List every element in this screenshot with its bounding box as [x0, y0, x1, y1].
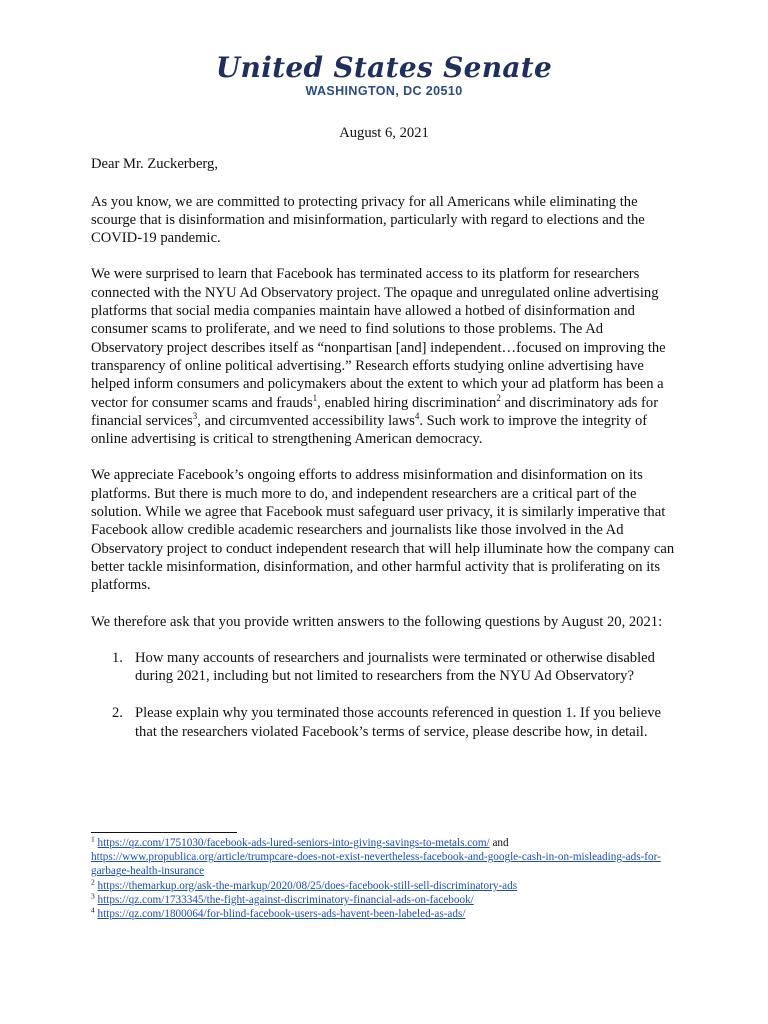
paragraph-appreciation: We appreciate Facebook’s ongoing efforts to address misinformation and disinformation on its platforms. But there is much more to do, and independent researchers are a critical part of the solution. While we agree that Facebook must safeguard user privacy, it is similarly imperative that Facebook allow credible academic researchers and journalists like those involved in the Ad Observatory project to conduct independent research that will help illuminate how the company can better tackle misinformation, disinformation, and other harmful activity that is proliferating on its platforms. [91, 467, 675, 594]
questions-list [91, 649, 677, 741]
para2-text-a: We were surprised to learn that Facebook has terminated access to its platform for researchers connected with the NYU Ad Observatory project. The opaque and unregulated online advertising platforms that social media companies maintain have allowed a hotbed of disinformation and consumer scams to proliferate, and we need to find solutions to those problems. The Ad Observatory project describes itself as “nonpartisan [and] independent…focused on improving the transparency of online political advertising.” Research efforts studying online advertising have helped inform consumers and policymakers about the extent to which your ad platform has been a vector for consumer scams and frauds [91, 266, 666, 411]
para2-text-c: and discriminatory ads for financial services [91, 394, 659, 429]
question-item [91, 649, 677, 686]
para2-text-d: , and circumvented accessibility laws [197, 412, 415, 429]
salutation: Dear Mr. Zuckerberg, [91, 156, 218, 173]
footnote-number: 1 [91, 834, 95, 844]
footnote-number: 2 [91, 876, 95, 886]
footnote-link[interactable]: https://themarkup.org/ask-the-markup/2020/08/25/does-facebook-still-sell-discriminatory-ads [97, 879, 518, 892]
footnote-3 [91, 893, 691, 907]
footnote-4 [91, 907, 691, 921]
para2-text-b: , enabled hiring discrimination [317, 394, 497, 411]
footnote-1 [91, 836, 691, 879]
footnote-ref-4: 4 [414, 411, 420, 421]
question-item [91, 704, 677, 741]
para2-text-e: . Such work to improve the integrity of online advertising is critical to strengthening American democracy. [91, 412, 648, 448]
question-text: Please explain why you terminated those accounts referenced in question 1. If you believe that the researchers violated Facebook’s terms of service, please describe how, in detail. [135, 705, 662, 740]
question-text: How many accounts of researchers and journalists were terminated or otherwise disabled during 2021, including but not limited to researchers from the NYU Ad Observatory? [135, 649, 655, 685]
footnotes [91, 832, 691, 921]
question-number: 1. [112, 649, 123, 666]
footnote-ref-2: 2 [496, 392, 501, 403]
footnote-ref-3: 3 [192, 411, 198, 421]
footnote-number: 4 [91, 905, 95, 915]
paragraph-request: We therefore ask that you provide written answers to the following questions by August 20, 2021: [91, 613, 663, 630]
footnote-link[interactable]: https://www.propublica.org/article/trumpcare-does-not-exist-nevertheless-facebook-and-google-cash-in-on-misleading-ads-for-garbage-health-insurance [91, 851, 661, 878]
footnote-joiner: and [489, 837, 509, 849]
footnote-2 [91, 876, 691, 893]
letter-body [91, 124, 677, 760]
paragraph-intro: As you know, we are committed to protecting privacy for all Americans while eliminating the scourge that is disinformation and misinformation, particularly with regard to elections and the COVID-19 pandemic. [91, 193, 645, 247]
letterhead [0, 52, 768, 98]
footnote-number: 3 [91, 891, 95, 901]
footnote-ref-1: 1 [312, 392, 318, 403]
paragraph-ad-observatory [91, 265, 677, 448]
footnote-link[interactable]: https://qz.com/1751030/facebook-ads-lured-seniors-into-giving-savings-to-metals.com/ [97, 837, 490, 849]
footnote-link[interactable]: https://qz.com/1800064/for-blind-facebook-users-ads-havent-been-labeled-as-ads/ [97, 908, 466, 921]
question-number: 2. [112, 705, 123, 722]
letterhead-title: United States Senate [215, 51, 553, 84]
letterhead-address: WASHINGTON, DC 20510 [305, 84, 463, 98]
footnote-divider [91, 832, 237, 833]
letter-date: August 6, 2021 [339, 125, 429, 141]
footnote-link[interactable]: https://qz.com/1733345/the-fight-against-discriminatory-financial-ads-on-facebook/ [97, 893, 474, 906]
